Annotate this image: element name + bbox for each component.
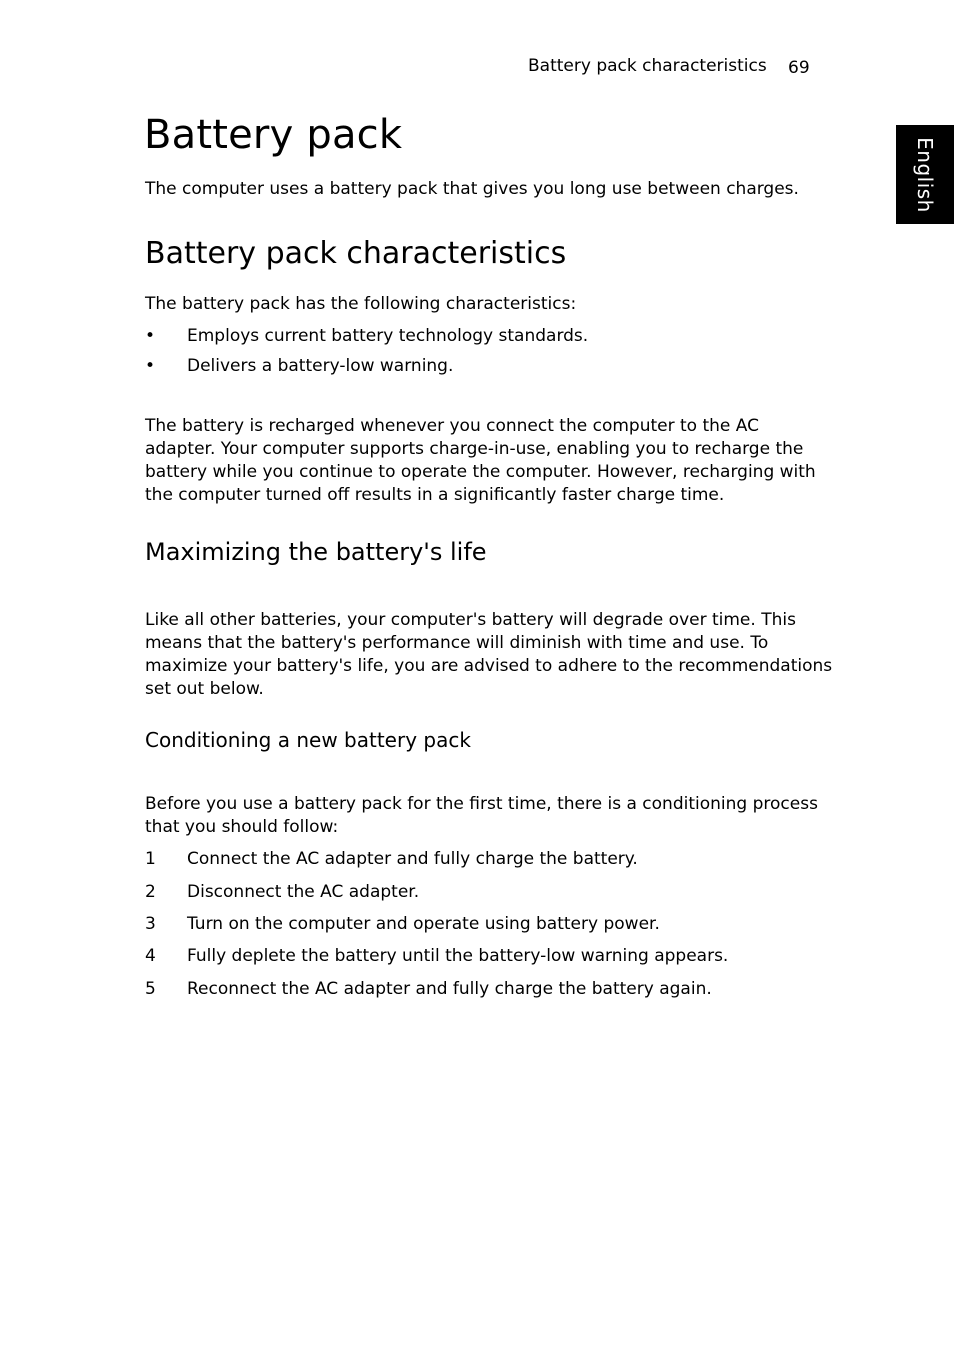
step-number: 2 [145,882,156,902]
recharge-paragraph [145,415,835,507]
list-item: Connect the AC adapter and fully charge the battery. [187,849,638,869]
bullet-marker: • [145,356,156,376]
maximizing-heading: Maximizing the battery's life [145,538,487,566]
list-item: Fully deplete the battery until the battery-low warning appears. [187,946,729,966]
paragraph-line: adapter. Your computer supports charge-in-use, enabling you to recharge the [145,439,804,459]
maximizing-paragraph [145,609,835,701]
paragraph-line: the computer turned off results in a significantly faster charge time. [145,485,725,505]
paragraph-line: Like all other batteries, your computer's battery will degrade over time. This [145,610,796,630]
running-header-title: Battery pack characteristics [528,56,767,76]
step-number: 1 [145,849,156,869]
language-tab [896,125,954,224]
paragraph-line: Before you use a battery pack for the first time, there is a conditioning process [145,794,818,814]
conditioning-lead [145,793,835,839]
list-item: Turn on the computer and operate using battery power. [187,914,660,934]
list-item: Disconnect the AC adapter. [187,882,420,902]
language-tab-label: English [913,136,937,213]
list-item: Reconnect the AC adapter and fully charge the battery again. [187,979,712,999]
list-item: Employs current battery technology standards. [187,326,589,346]
intro-paragraph: The computer uses a battery pack that gives you long use between charges. [145,179,799,199]
page-title: Battery pack [144,112,403,158]
conditioning-heading: Conditioning a new battery pack [145,728,471,752]
bullet-marker: • [145,326,156,346]
paragraph-line: The battery is recharged whenever you connect the computer to the AC [145,416,759,436]
list-item: Delivers a battery-low warning. [187,356,454,376]
page-number: 69 [788,58,810,78]
characteristics-heading: Battery pack characteristics [145,236,567,271]
step-number: 5 [145,979,156,999]
paragraph-line: set out below. [145,679,264,699]
characteristics-lead: The battery pack has the following characteristics: [145,294,577,314]
paragraph-line: battery while you continue to operate the computer. However, recharging with [145,462,816,482]
step-number: 4 [145,946,156,966]
step-number: 3 [145,914,156,934]
paragraph-line: maximize your battery's life, you are advised to adhere to the recommendations [145,656,833,676]
paragraph-line: means that the battery's performance will diminish with time and use. To [145,633,769,653]
paragraph-line: that you should follow: [145,817,339,837]
